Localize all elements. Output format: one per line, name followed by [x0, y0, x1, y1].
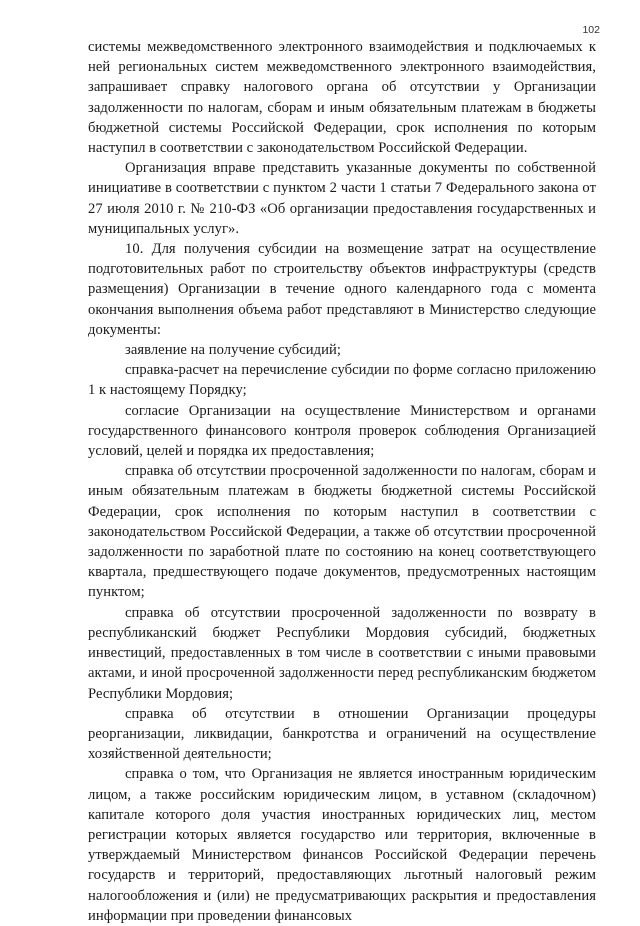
- paragraph: Организация вправе представить указанные документы по собственной инициативе в соответствии с пунктом 2 части 1 статьи 7 Федерального закона от 27 июля 2010 г. № 210-ФЗ «Об организации предоставления государственных и муниципальных услуг».: [88, 160, 596, 237]
- page-number: 102: [582, 24, 600, 36]
- list-item: справка-расчет на перечисление субсидии по форме согласно приложению 1 к настоящему Порядку;: [88, 362, 596, 399]
- paragraph: 10. Для получения субсидии на возмещение затрат на осуществление подготовительных работ по строительству объектов инфраструктуры (средств размещения) Организации в течение одного календарного года с момента окончания выполнения объема работ представляют в Министерство следующие документы:: [88, 241, 596, 338]
- paragraph: системы межведомственного электронного взаимодействия и подключаемых к ней региональных систем межведомственного электронного взаимодействия, запрашивает справку налогового органа об отсутствии у Организации задолженности по налогам, сборам и иным обязательным платежам в бюджеты бюджетной системы Российской Федерации, срок исполнения по которым наступил в соответствии с законодательством Российской Федерации.: [88, 39, 596, 157]
- list-item: справка об отсутствии в отношении Организации процедуры реорганизации, ликвидации, банкротства и ограничений на осуществление хозяйственной деятельности;: [88, 705, 596, 763]
- list-item: согласие Организации на осуществление Министерством и органами государственного финансового контроля проверок соблюдения Организацией условий, целей и порядка их предоставления;: [88, 402, 596, 460]
- list-item: справка о том, что Организация не является иностранным юридическим лицом, а также российским юридическим лицом, в уставном (складочном) капитале которого доля участия иностранных юридических лиц, местом регистрации которых является государство или территория, включенные в утверждаемый Министерством финансов Российской Федерации перечень государств и территорий, предоставляющих льготный налоговый режим налогообложения и (или) не предусматривающих раскрытия и предоставления информации при проведении финансовых: [88, 766, 596, 924]
- list-item: справка об отсутствии просроченной задолженности по налогам, сборам и иным обязательным платежам в бюджеты бюджетной системы Российской Федерации, срок исполнения по которым наступил в соответствии с законодательством Российской Федерации, а также об отсутствии просроченной задолженности по заработной плате по состоянию на конец соответствующего квартала, предшествующего подаче документов, предусмотренных настоящим пунктом;: [88, 463, 596, 601]
- list-item: заявление на получение субсидий;: [125, 342, 341, 359]
- document-body: [88, 37, 596, 926]
- list-item: справка об отсутствии просроченной задолженности по возврату в республиканский бюджет Республики Мордовия субсидий, бюджетных инвестиций, предоставленных в том числе в соответствии с иными правовыми актами, и иной просроченной задолженности перед республиканским бюджетом Республики Мордовия;: [88, 604, 596, 702]
